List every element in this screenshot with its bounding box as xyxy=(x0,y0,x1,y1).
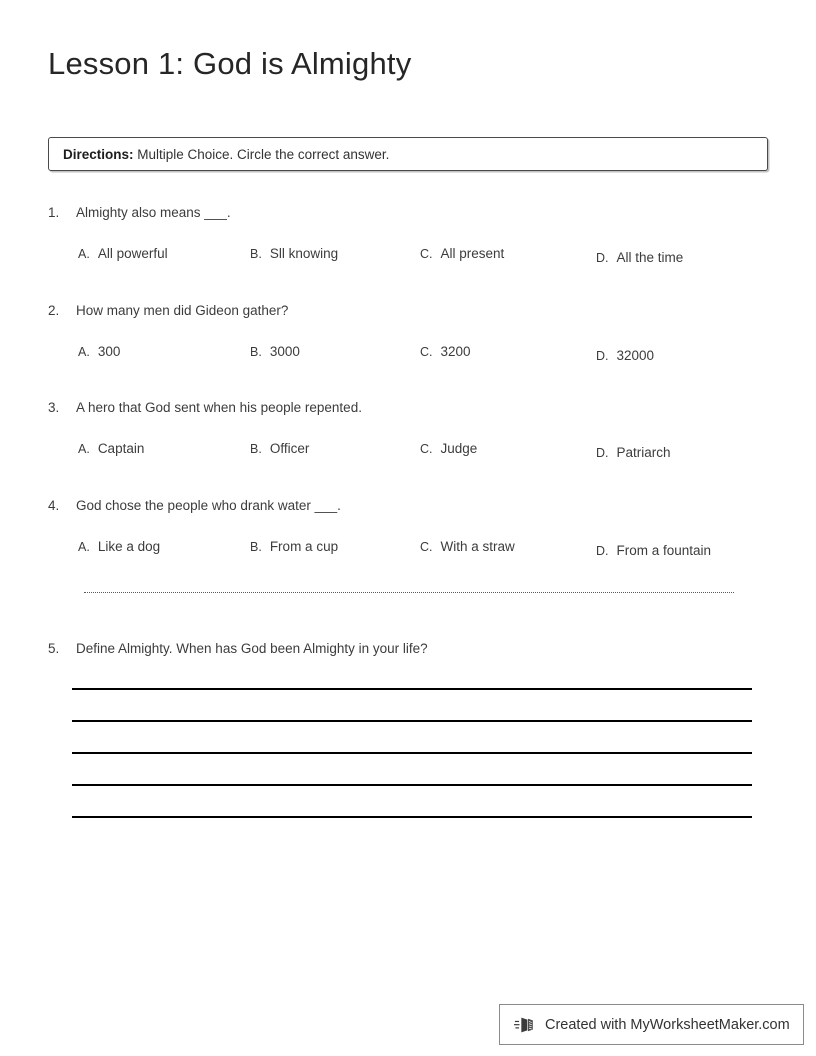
question-1-options xyxy=(78,246,798,272)
section-divider xyxy=(84,592,734,593)
question-1-number: 1. xyxy=(48,205,60,220)
question-5-number: 5. xyxy=(48,641,60,656)
directions-label: Directions: xyxy=(63,146,134,162)
option-text: 32000 xyxy=(616,348,655,363)
question-3-option-a[interactable] xyxy=(78,441,144,456)
option-text: 3000 xyxy=(269,344,300,359)
option-letter: D. xyxy=(596,251,609,265)
option-text: All powerful xyxy=(97,246,168,261)
option-letter: D. xyxy=(596,544,609,558)
question-5-text: Define Almighty. When has God been Almighty in your life? xyxy=(76,641,428,656)
question-2-line xyxy=(48,303,788,318)
question-2-options xyxy=(78,344,798,370)
option-letter: B. xyxy=(250,247,262,261)
question-3-option-c[interactable] xyxy=(420,441,477,456)
question-5-line xyxy=(48,641,788,656)
worksheet-maker-logo-icon xyxy=(514,1014,536,1036)
answer-line[interactable] xyxy=(72,720,752,722)
option-letter: A. xyxy=(78,442,90,456)
question-3-number: 3. xyxy=(48,400,60,415)
question-4-option-b[interactable] xyxy=(250,539,338,554)
option-text: Judge xyxy=(440,441,478,456)
question-2-option-b[interactable] xyxy=(250,344,300,359)
question-1-option-d[interactable] xyxy=(596,250,683,265)
directions-box xyxy=(48,137,768,171)
option-text: 300 xyxy=(97,344,121,359)
question-3-options xyxy=(78,441,798,467)
option-letter: C. xyxy=(420,247,433,261)
option-text: Patriarch xyxy=(616,445,671,460)
option-text: From a cup xyxy=(269,539,339,554)
question-1-line xyxy=(48,205,788,220)
question-3-option-d[interactable] xyxy=(596,445,671,460)
option-text: Officer xyxy=(269,441,310,456)
question-2-option-d[interactable] xyxy=(596,348,654,363)
question-2-option-c[interactable] xyxy=(420,344,471,359)
question-3-option-b[interactable] xyxy=(250,441,309,456)
option-letter: A. xyxy=(78,345,90,359)
option-text: Captain xyxy=(97,441,145,456)
question-1-text: Almighty also means ___. xyxy=(76,205,231,220)
question-4-option-c[interactable] xyxy=(420,539,515,554)
question-3-text: A hero that God sent when his people repented. xyxy=(76,400,362,415)
option-letter: B. xyxy=(250,540,262,554)
option-text: Sll knowing xyxy=(269,246,339,261)
question-1-option-c[interactable] xyxy=(420,246,504,261)
question-1-option-b[interactable] xyxy=(250,246,338,261)
question-2-option-a[interactable] xyxy=(78,344,120,359)
question-4-options xyxy=(78,539,798,565)
footer-attribution-text: Created with MyWorksheetMaker.com xyxy=(545,1016,790,1033)
footer-attribution-badge[interactable] xyxy=(499,1004,804,1045)
option-letter: A. xyxy=(78,540,90,554)
option-letter: B. xyxy=(250,345,262,359)
option-letter: A. xyxy=(78,247,90,261)
question-4-option-d[interactable] xyxy=(596,543,711,558)
answer-line[interactable] xyxy=(72,784,752,786)
option-text: All the time xyxy=(616,250,684,265)
option-letter: D. xyxy=(596,349,609,363)
option-letter: C. xyxy=(420,540,433,554)
question-1-option-a[interactable] xyxy=(78,246,168,261)
answer-line[interactable] xyxy=(72,752,752,754)
option-text: All present xyxy=(440,246,505,261)
answer-line[interactable] xyxy=(72,688,752,690)
question-4-number: 4. xyxy=(48,498,60,513)
option-letter: D. xyxy=(596,446,609,460)
option-text: From a fountain xyxy=(616,543,712,558)
option-letter: C. xyxy=(420,442,433,456)
option-text: Like a dog xyxy=(97,539,161,554)
option-text: With a straw xyxy=(440,539,515,554)
question-4-line xyxy=(48,498,788,513)
question-3-line xyxy=(48,400,788,415)
question-2-text: How many men did Gideon gather? xyxy=(76,303,289,318)
option-letter: C. xyxy=(420,345,433,359)
answer-line[interactable] xyxy=(72,816,752,818)
question-4-option-a[interactable] xyxy=(78,539,160,554)
question-4-text: God chose the people who drank water ___. xyxy=(76,498,341,513)
option-letter: B. xyxy=(250,442,262,456)
question-2-number: 2. xyxy=(48,303,60,318)
directions-text xyxy=(63,147,389,162)
directions-body: Multiple Choice. Circle the correct answer. xyxy=(133,146,390,162)
page-title: Lesson 1: God is Almighty xyxy=(48,46,412,81)
option-text: 3200 xyxy=(440,344,471,359)
